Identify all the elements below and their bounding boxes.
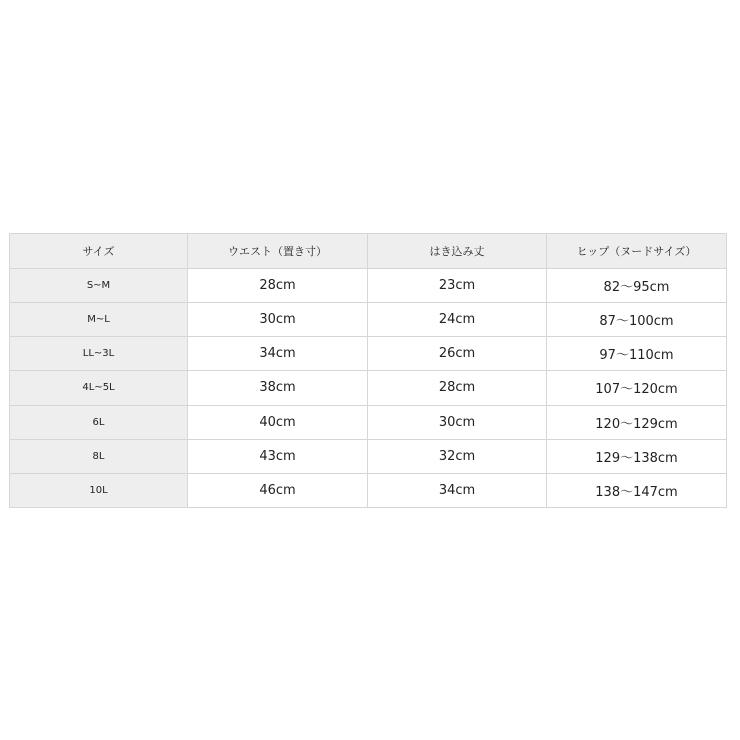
rise-cell: 30cm	[368, 405, 547, 439]
rise-cell: 32cm	[368, 439, 547, 473]
table-row	[10, 371, 727, 405]
header-size: サイズ	[10, 234, 188, 269]
waist-cell: 43cm	[188, 439, 368, 473]
table-row	[10, 405, 727, 439]
table-row	[10, 439, 727, 473]
waist-cell: 28cm	[188, 269, 368, 303]
hip-cell: 107～120cm	[547, 371, 727, 405]
table-header-row	[10, 234, 727, 269]
hip-cell: 138～147cm	[547, 473, 727, 507]
size-chart-table	[9, 233, 727, 508]
header-rise: はき込み丈	[368, 234, 547, 269]
hip-cell: 82～95cm	[547, 269, 727, 303]
rise-cell: 24cm	[368, 303, 547, 337]
waist-cell: 30cm	[188, 303, 368, 337]
table-row	[10, 269, 727, 303]
rise-cell: 34cm	[368, 473, 547, 507]
size-cell: 6L	[10, 405, 188, 439]
waist-cell: 38cm	[188, 371, 368, 405]
size-cell: 8L	[10, 439, 188, 473]
size-cell: S~M	[10, 269, 188, 303]
waist-cell: 46cm	[188, 473, 368, 507]
rise-cell: 26cm	[368, 337, 547, 371]
table-row	[10, 473, 727, 507]
size-cell: M~L	[10, 303, 188, 337]
header-hip: ヒップ（ヌードサイズ）	[547, 234, 727, 269]
hip-cell: 87～100cm	[547, 303, 727, 337]
waist-cell: 40cm	[188, 405, 368, 439]
table-row	[10, 337, 727, 371]
size-cell: 4L~5L	[10, 371, 188, 405]
hip-cell: 129～138cm	[547, 439, 727, 473]
size-cell: 10L	[10, 473, 188, 507]
size-cell: LL~3L	[10, 337, 188, 371]
hip-cell: 97～110cm	[547, 337, 727, 371]
rise-cell: 23cm	[368, 269, 547, 303]
hip-cell: 120～129cm	[547, 405, 727, 439]
header-waist: ウエスト（置き寸）	[188, 234, 368, 269]
waist-cell: 34cm	[188, 337, 368, 371]
rise-cell: 28cm	[368, 371, 547, 405]
table-row	[10, 303, 727, 337]
